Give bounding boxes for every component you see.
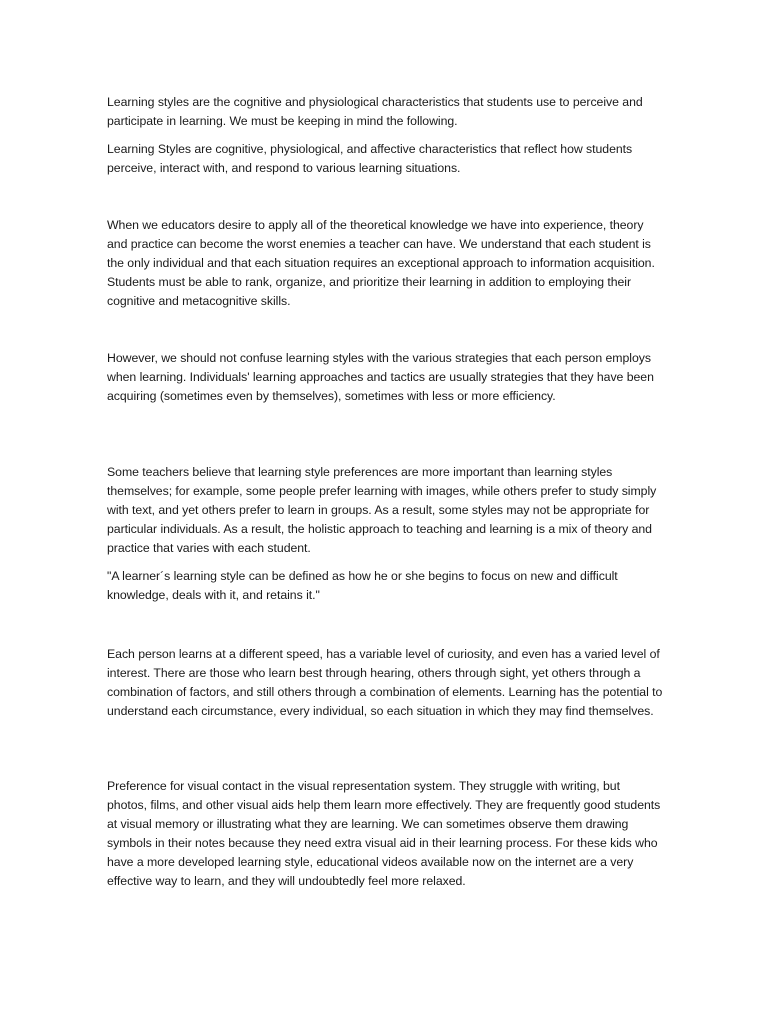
paragraph-style-preferences: Some teachers believe that learning style preferences are more important than learning styles themselves; for example, some people prefer learning with images, while others prefer to study simply with text, and yet others prefer to learn in groups. As a result, some styles may not be appropriate for particular individuals. As a result, the holistic approach to teaching and learning is a mix of theory and practice that varies with each student. — [107, 465, 657, 555]
paragraph-visual-learners: Preference for visual contact in the visual representation system. They struggle with writing, but photos, films, and other visual aids help them learn more effectively. They are frequently good students at visual memory or illustrating what they are learning. We can sometimes observe them drawing symbols in their notes because they need extra visual aid in their learning process. For these kids who have a more developed learning style, educational videos available now on the internet are a very effective way to learn, and they will undoubtedly feel more relaxed. — [107, 779, 661, 888]
paragraph-learning-styles-characteristics: Learning Styles are cognitive, physiological, and affective characteristics that reflect how students perceive, interact with, and respond to various learning situations. — [107, 142, 633, 175]
paragraph-learning-styles-definition: Learning styles are the cognitive and physiological characteristics that students use to perceive and participate in learning. We must be keeping in mind the following. — [107, 95, 643, 128]
paragraph-learning-speed: Each person learns at a different speed, has a variable level of curiosity, and even has a varied level of interest. There are those who learn best through hearing, others through sight, yet others through a combination of factors, and still others through a combination of elements. Learning has the potential to understand each circumstance, every individual, so each situation in which they may find themselves. — [107, 647, 663, 718]
paragraph-quote: "A learner´s learning style can be defined as how he or she begins to focus on new and difficult knowledge, deals with it, and retains it." — [107, 569, 618, 602]
paragraph-learning-strategies: However, we should not confuse learning styles with the various strategies that each person employs when learning. Individuals' learning approaches and tactics are usually strategies that they have been acquiring (sometimes even by themselves), sometimes with less or more efficiency. — [107, 351, 654, 403]
paragraph-theory-and-practice: When we educators desire to apply all of the theoretical knowledge we have into experience, theory and practice can become the worst enemies a teacher can have. We understand that each student is the only individual and that each situation requires an exceptional approach to information acquisition. Students must be able to rank, organize, and prioritize their learning in addition to employing their cognitive and metacognitive skills. — [107, 218, 655, 308]
